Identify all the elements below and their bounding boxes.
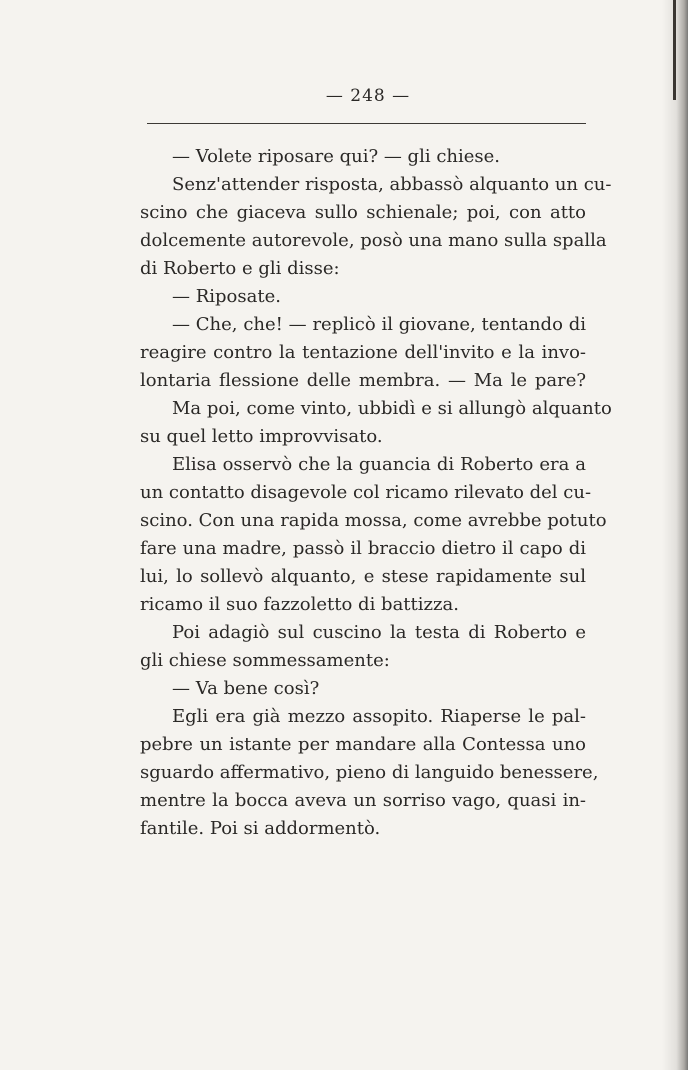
- text-line: scino. Con una rapida mossa, come avrebbe potuto: [140, 510, 607, 531]
- page-number: — 248 —: [325, 86, 411, 106]
- text-line: dolcemente autorevole, posò una mano sulla spalla: [140, 230, 607, 251]
- text-line: — Va bene così?: [172, 678, 320, 699]
- header-rule: [147, 123, 586, 124]
- text-line: — Riposate.: [172, 286, 281, 307]
- text-line: gli chiese sommessamente:: [140, 650, 390, 671]
- text-line: ricamo il suo fazzoletto di battizza.: [140, 594, 459, 615]
- text-line: Senz'attender risposta, abbassò alquanto un cu-: [172, 174, 612, 195]
- text-line: lontaria flessione delle membra. — Ma le pare?: [140, 370, 586, 391]
- text-line: fantile. Poi si addormentò.: [140, 818, 381, 839]
- text-line: Elisa osservò che la guancia di Roberto era a: [172, 454, 586, 475]
- text-line: pebre un istante per mandare alla Contessa uno: [140, 734, 586, 755]
- text-line: un contatto disagevole col ricamo rilevato del cu-: [140, 482, 592, 503]
- text-line: su quel letto improvvisato.: [140, 426, 383, 447]
- text-line: scino che giaceva sullo schienale; poi, con atto: [140, 202, 586, 223]
- text-line: — Che, che! — replicò il giovane, tentando di: [172, 314, 586, 335]
- text-line: Poi adagiò sul cuscino la testa di Roberto e: [172, 622, 586, 643]
- text-line: reagire contro la tentazione dell'invito e la invo-: [140, 342, 586, 363]
- text-line: Ma poi, come vinto, ubbidì e si allungò alquanto: [172, 398, 612, 419]
- text-line: — Volete riposare qui? — gli chiese.: [172, 146, 501, 167]
- body-text: [140, 143, 612, 843]
- text-line: sguardo affermativo, pieno di languido benessere,: [140, 762, 599, 783]
- text-line: mentre la bocca aveva un sorriso vago, quasi in-: [140, 790, 586, 811]
- text-line: di Roberto e gli disse:: [140, 258, 340, 279]
- page-edge-shadow: [662, 0, 688, 1070]
- text-line: fare una madre, passò il braccio dietro il capo di: [140, 538, 586, 559]
- text-line: Egli era già mezzo assopito. Riaperse le pal-: [172, 706, 586, 727]
- page-edge-mark: [673, 0, 676, 100]
- text-line: lui, lo sollevò alquanto, e stese rapidamente sul: [140, 566, 586, 587]
